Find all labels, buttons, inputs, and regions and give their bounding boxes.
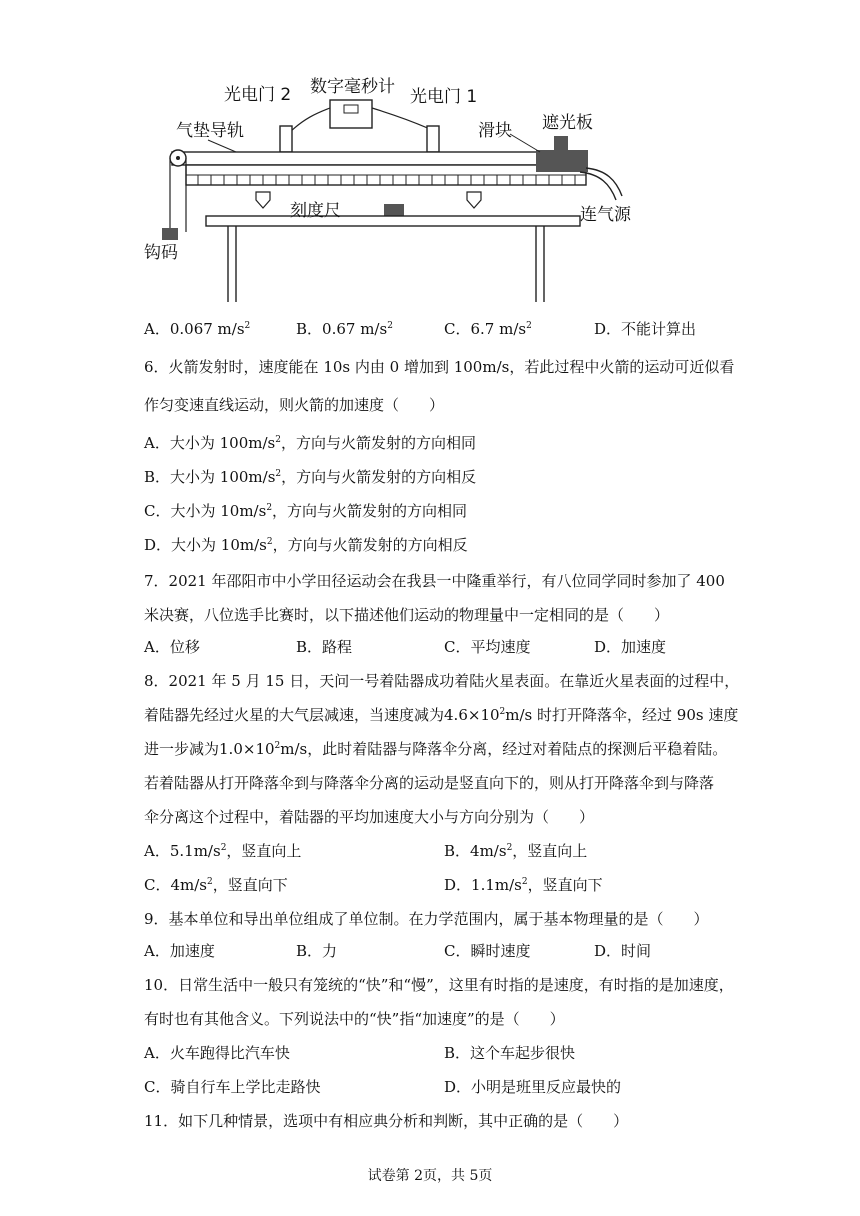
option-exp: 2 [207,877,213,887]
q8-speed-value: 1.0×10 [219,740,275,758]
option-exp: 2 [244,321,251,331]
option-direction: ，竖直向上 [512,842,588,860]
option-letter: A． [144,842,170,860]
option-value: 1.1m/s [471,876,522,894]
option-text: ，方向与火箭发射的方向相同 [272,502,468,520]
q7-stem-line-1: 7．2021 年邵阳市中小学田径运动会在我县一中隆重举行，有八位同学同时参加了 400 [144,572,725,590]
option-exp: 2 [266,537,273,547]
q6-option-c[interactable] [144,500,467,522]
table-top [206,216,580,226]
option-letter: B． [296,320,323,338]
q5-option-b[interactable] [296,318,393,340]
q7-option-d[interactable]: D．加速度 [594,638,667,656]
option-text: C．大小为 10m/s [144,502,267,520]
option-text: A．大小为 100m/s [144,434,276,452]
q8-option-d[interactable] [444,874,603,896]
label-shade: 遮光板 [542,113,593,133]
q6-option-d[interactable] [144,534,468,556]
q10-stem-line-2: 有时也有其他含义。下列说法中的“快”指“加速度”的是（ ） [144,1010,565,1028]
q8-stem-line-3 [144,738,727,760]
option-exp: 2 [387,321,393,331]
option-exp: 2 [521,877,528,887]
q10-option-a[interactable]: A．火车跑得比汽车快 [144,1044,290,1062]
q8-stem-line-2 [144,704,738,726]
q11-stem: 11．如下几种情景，选项中有相应典分析和判断，其中正确的是（ ） [144,1112,629,1130]
option-exp: 2 [506,843,513,853]
option-value: 4m/s [470,842,507,860]
q6-stem-line-2: 作匀变速直线运动，则火箭的加速度（ ） [144,396,445,414]
label-slider: 滑块 [478,121,512,141]
option-letter: A． [144,320,170,338]
q6-stem-line-1: 6．火箭发射时，速度能在 10s 内由 0 增加到 100m/s，若此过程中火箭的运动可近似看 [144,358,735,376]
slider-block [536,150,588,172]
q7-option-c[interactable]: C．平均速度 [444,638,531,656]
q5-option-a[interactable] [144,318,250,340]
q9-stem: 9．基本单位和导出单位组成了单位制。在力学范围内，属于基本物理量的是（ ） [144,910,709,928]
option-text: 不能计算出 [621,320,697,338]
q8-text: 进一步减为 [144,740,220,758]
option-direction: ，竖直向下 [212,876,288,894]
option-exp: 2 [220,843,227,853]
page-footer: 试卷第 2页，共 5页 [367,1168,493,1184]
q8-text: 着陆器先经过火星的大气层减速，当速度减为 [144,706,445,724]
q7-stem-line-2: 米决赛，八位选手比赛时，以下描述他们运动的物理量中一定相同的是（ ） [144,606,670,624]
q8-speed-exp: 2 [499,707,506,717]
option-exp: 2 [526,321,532,331]
q9-option-a[interactable]: A．加速度 [144,942,215,960]
option-text: B．大小为 100m/s [144,468,276,486]
q9-option-b[interactable]: B．力 [296,942,338,960]
label-scale: 刻度尺 [290,201,341,221]
label-gate2: 光电门 2 [224,85,292,105]
photogate-1 [427,126,439,152]
q9-option-c[interactable]: C．瞬时速度 [444,942,531,960]
option-text: D．大小为 10m/s [144,536,267,554]
option-letter: D． [594,320,622,338]
q8-option-a[interactable] [144,840,301,862]
q6-option-b[interactable] [144,466,476,488]
option-letter: B． [444,842,471,860]
q8-stem-line-4: 若着陆器从打开降落伞到与降落伞分离的运动是竖直向下的，则从打开降落伞到与降落 [144,774,715,792]
option-exp: 2 [275,435,281,445]
option-text: 0.67 m/s [322,320,388,338]
label-air: 连气源 [580,205,631,225]
q10-option-d[interactable]: D．小明是班里反应最快的 [444,1078,622,1096]
option-text: ，方向与火箭发射的方向相同 [280,434,476,452]
option-letter: C． [144,876,171,894]
q5-option-c[interactable] [444,318,532,340]
option-letter: D． [444,876,472,894]
option-value: 4m/s [170,876,208,894]
label-rail: 气垫导轨 [176,121,244,141]
shade-plate [554,136,568,152]
air-track [172,152,584,165]
option-direction: ，竖直向下 [527,876,603,894]
q5-option-d[interactable] [594,318,696,340]
hook-weight [162,228,178,240]
option-text: 6.7 m/s [470,320,527,338]
q8-text: m/s 时打开降落伞，经过 90s 速度 [505,706,739,724]
q8-speed-exp: 2 [274,741,281,751]
air-track-diagram [140,72,660,308]
option-text: 0.067 m/s [169,320,245,338]
option-exp: 2 [266,503,273,513]
label-timer: 数字毫秒计 [310,77,395,97]
q7-option-b[interactable]: B．路程 [296,638,353,656]
q8-option-b[interactable] [444,840,587,862]
q9-option-d[interactable]: D．时间 [594,942,652,960]
q6-option-a[interactable] [144,432,476,454]
q8-option-c[interactable] [144,874,288,896]
option-exp: 2 [275,469,282,479]
option-direction: ，竖直向上 [226,842,302,860]
q8-stem-line-5: 伞分离这个过程中，着陆器的平均加速度大小与方向分别为（ ） [144,808,595,826]
q8-stem-line-1: 8．2021 年 5 月 15 日，天问一号着陆器成功着陆火星表面。在靠近火星表面的过程中， [144,672,740,690]
label-weight: 钩码 [144,243,178,263]
timer-box [330,100,372,128]
q10-stem-line-1: 10．日常生活中一般只有笼统的“快”和“慢”，这里有时指的是速度，有时指的是加速度， [144,976,734,994]
option-letter: C． [444,320,471,338]
q10-option-c[interactable]: C．骑自行车上学比走路快 [144,1078,321,1096]
label-gate1: 光电门 1 [410,87,478,107]
q8-text: m/s，此时着陆器与降落伞分离，经过对着陆点的探测后平稳着陆。 [280,740,728,758]
option-text: ，方向与火箭发射的方向相反 [272,536,468,554]
q8-speed-value: 4.6×10 [444,706,500,724]
q7-option-a[interactable]: A．位移 [144,638,200,656]
option-value: 5.1m/s [169,842,221,860]
q10-option-b[interactable]: B．这个车起步很快 [444,1044,576,1062]
photogate-2 [280,126,292,152]
option-text: ，方向与火箭发射的方向相反 [281,468,477,486]
